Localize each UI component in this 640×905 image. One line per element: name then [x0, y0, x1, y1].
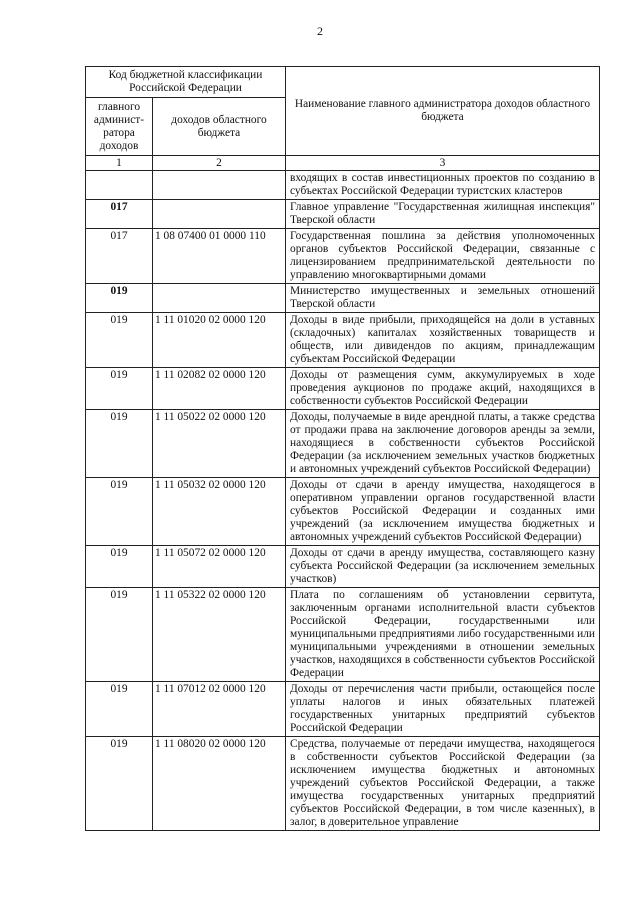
cell-admin-code: 019 — [86, 368, 153, 410]
cell-admin-code: 019 — [86, 546, 153, 588]
header-name-column: Наименование главного администратора доходов областного бюджета — [286, 67, 600, 156]
table-row — [86, 737, 600, 831]
cell-name: Плата по соглашениям об установлении сервитута, заключенным органами исполнительной власти субъектов Российской Федерации, государственными или муниципальными предприятиями либо государственными или муниципальными учреждениями в отношении земельных участков, находящихся в собственности субъектов Российской Федерации — [286, 588, 600, 682]
cell-revenue-code: 1 11 05072 02 0000 120 — [153, 546, 286, 588]
column-number: 2 — [153, 156, 286, 171]
table-row — [86, 478, 600, 546]
header-code-group: Код бюджетной классификации Российской Федерации — [86, 67, 286, 98]
header-admin-column: главного админист-ратора доходов — [86, 98, 153, 156]
cell-admin-code: 019 — [86, 284, 153, 313]
table-row-group-header — [86, 200, 600, 229]
cell-name: Доходы от сдачи в аренду имущества, составляющего казну субъекта Российской Федерации (за исключением земельных участков) — [286, 546, 600, 588]
page-number: 2 — [317, 24, 323, 38]
table-row — [86, 682, 600, 737]
header-revenue-column: доходов областного бюджета — [153, 98, 286, 156]
cell-admin-code: 019 — [86, 313, 153, 368]
cell-revenue-code — [153, 284, 286, 313]
cell-revenue-code — [153, 171, 286, 200]
cell-name: Государственная пошлина за действия уполномоченных органов субъектов Российской Федерации, связанные с лицензированием предпринимательской деятельности по управлению многоквартирными домами — [286, 229, 600, 284]
column-number-row — [86, 156, 600, 171]
cell-revenue-code: 1 08 07400 01 0000 110 — [153, 229, 286, 284]
table-row — [86, 588, 600, 682]
column-number: 3 — [286, 156, 600, 171]
cell-revenue-code: 1 11 08020 02 0000 120 — [153, 737, 286, 831]
cell-admin-code: 019 — [86, 588, 153, 682]
cell-revenue-code — [153, 200, 286, 229]
table-row — [86, 171, 600, 200]
table-row — [86, 313, 600, 368]
cell-admin-code: 019 — [86, 410, 153, 478]
cell-name: Доходы, получаемые в виде арендной платы, а также средства от продажи права на заключение договоров аренды за земли, находящиеся в собственности субъектов Российской Федерации (за исключением земельных участков бюджетных и автономных учреждений субъектов Российской Федерации) — [286, 410, 600, 478]
table-row — [86, 546, 600, 588]
cell-revenue-code: 1 11 07012 02 0000 120 — [153, 682, 286, 737]
cell-revenue-code: 1 11 05022 02 0000 120 — [153, 410, 286, 478]
table-row — [86, 410, 600, 478]
cell-revenue-code: 1 11 05032 02 0000 120 — [153, 478, 286, 546]
cell-admin-code: 019 — [86, 737, 153, 831]
cell-admin-code — [86, 171, 153, 200]
revenue-admin-table — [85, 66, 600, 831]
cell-admin-code: 017 — [86, 200, 153, 229]
cell-admin-code: 019 — [86, 682, 153, 737]
cell-name: Доходы от сдачи в аренду имущества, находящегося в оперативном управлении органов государственной власти субъектов Российской Федерации и созданных ими учреждений (за исключением имущества бюджетных и автономных учреждений субъектов Российской Федерации) — [286, 478, 600, 546]
cell-name: Доходы в виде прибыли, приходящейся на доли в уставных (складочных) капиталах хозяйственных товариществ и обществ, или дивидендов по акциям, принадлежащим субъектам Российской Федерации — [286, 313, 600, 368]
column-number: 1 — [86, 156, 153, 171]
cell-name: Доходы от размещения сумм, аккумулируемых в ходе проведения аукционов по продаже акций, находящихся в собственности субъектов Российской Федерации — [286, 368, 600, 410]
cell-revenue-code: 1 11 02082 02 0000 120 — [153, 368, 286, 410]
table-row — [86, 368, 600, 410]
table-row-group-header — [86, 284, 600, 313]
cell-revenue-code: 1 11 01020 02 0000 120 — [153, 313, 286, 368]
cell-name: Министерство имущественных и земельных отношений Тверской области — [286, 284, 600, 313]
table-row — [86, 229, 600, 284]
cell-admin-code: 019 — [86, 478, 153, 546]
cell-name: Главное управление "Государственная жилищная инспекция" Тверской области — [286, 200, 600, 229]
cell-admin-code: 017 — [86, 229, 153, 284]
cell-name: входящих в состав инвестиционных проектов по созданию в субъектах Российской Федерации туристских кластеров — [286, 171, 600, 200]
cell-revenue-code: 1 11 05322 02 0000 120 — [153, 588, 286, 682]
cell-name: Доходы от перечисления части прибыли, остающейся после уплаты налогов и иных обязательных платежей государственных унитарных предприятий субъектов Российской Федерации — [286, 682, 600, 737]
cell-name: Средства, получаемые от передачи имущества, находящегося в собственности субъектов Российской Федерации (за исключением имущества бюджетных и автономных учреждений субъектов Российской Федерации, а также имущества государственных унитарных предприятий субъектов Российской Федерации, в том числе казенных), в залог, в доверительное управление — [286, 737, 600, 831]
